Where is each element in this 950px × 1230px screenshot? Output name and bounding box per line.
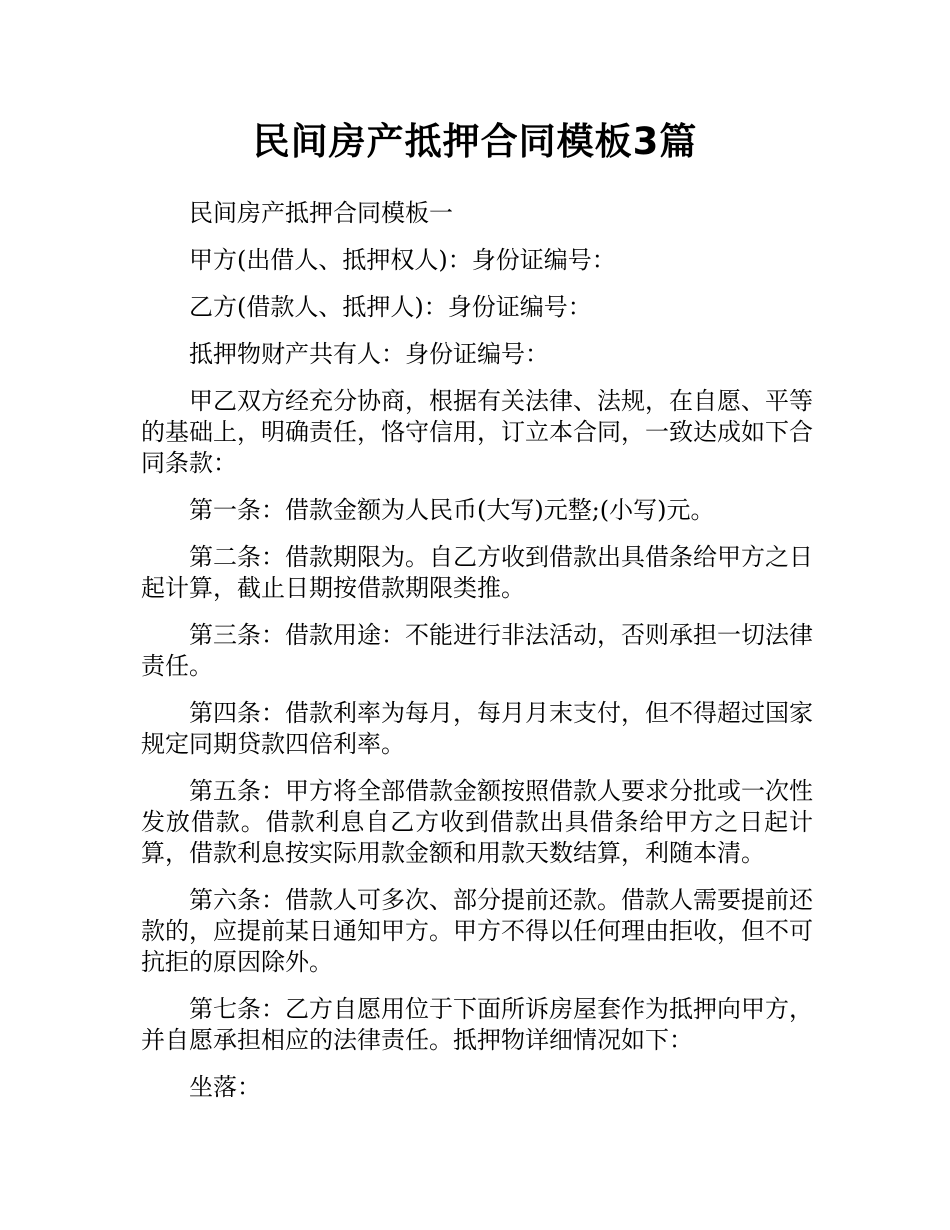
paragraph-party-a: 甲方(出借人、抵押权人)：身份证编号：	[189, 246, 616, 274]
paragraph-article-2: 第二条：借款期限为。自乙方收到借款出具借条给甲方之日起计算，截止日期按借款期限类推。	[141, 543, 813, 602]
paragraph-preamble: 甲乙双方经充分协商，根据有关法律、法规，在自愿、平等的基础上，明确责任，恪守信用，订立本合同，一致达成如下合同条款：	[141, 387, 813, 477]
paragraph-article-5: 第五条：甲方将全部借款金额按照借款人要求分批或一次性发放借款。借款利息自乙方收到借款出具借条给甲方之日起计算，借款利息按实际用款金额和用款天数结算，利随本清。	[141, 777, 813, 867]
document-title: 民间房产抵押合同模板3篇	[252, 120, 698, 163]
paragraph-article-3: 第三条：借款用途：不能进行非法活动，否则承担一切法律责任。	[141, 621, 813, 680]
paragraph-co-owner: 抵押物财产共有人：身份证编号：	[189, 340, 549, 368]
paragraph-location: 坐落：	[189, 1073, 261, 1101]
document-body	[141, 198, 813, 1119]
paragraph-party-b: 乙方(借款人、抵押人)：身份证编号：	[189, 293, 592, 321]
paragraph-subtitle: 民间房产抵押合同模板一	[189, 199, 453, 227]
paragraph-article-6: 第六条：借款人可多次、部分提前还款。借款人需要提前还款的，应提前某日通知甲方。甲方不得以任何理由拒收，但不可抗拒的原因除外。	[141, 886, 813, 976]
paragraph-article-4: 第四条：借款利率为每月，每月月末支付，但不得超过国家规定同期贷款四倍利率。	[141, 699, 813, 758]
paragraph-article-7: 第七条：乙方自愿用位于下面所诉房屋套作为抵押向甲方，并自愿承担相应的法律责任。抵押物详细情况如下：	[141, 995, 813, 1054]
paragraph-article-1: 第一条：借款金额为人民币(大写)元整;(小写)元。	[189, 496, 715, 524]
